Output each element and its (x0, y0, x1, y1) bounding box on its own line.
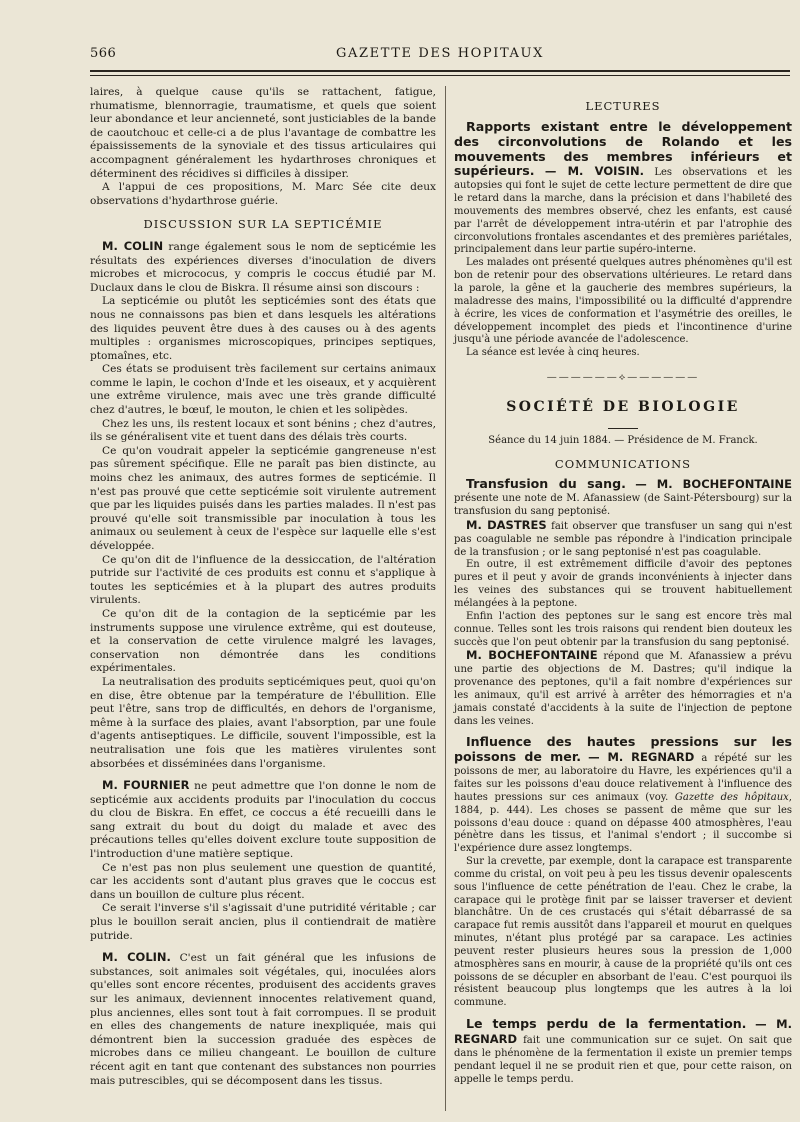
article-title: Le temps perdu de la fermentation. (466, 1016, 747, 1032)
article-title: Transfusion du sang. (466, 476, 626, 492)
speaker-name: M. COLIN (102, 238, 164, 253)
paragraph: laires, à quelque cause qu'ils se rattachent, fatigue, rhumatisme, blennorragie, traumatisme, et quels que soient leur abondance et leur ancienneté, sont justiciables de la bande de caoutchouc et celle-ci a de plus l'avantage de combattre les épaississements de la synoviale et des tissus articulaires qui accompagnent généralement les hydarthroses chroniques et déterminent des récidives si difficiles à dissiper. (90, 86, 436, 180)
page-number: 566 (90, 46, 117, 61)
column-divider (445, 86, 446, 1111)
speaker-name: M. FOURNIER (102, 778, 190, 793)
speaker-name: M. DASTRES (466, 517, 547, 532)
paragraph: En outre, il est extrêmement difficile d'avoir des peptones pures et il peut y avoir de grands inconvénients à injecter dans les veines des substances qui se trouvent habituellement mélangées à la peptone. (454, 559, 792, 609)
paragraph-text: ne peut admettre que l'on donne le nom de septicémie aux accidents produits par l'inoculation du coccus du clou de Biskra. En effet, ce coccus a été recueilli dans le sang extrait du bout du doigt du malade et avec des précautions telles qu'elles doivent exclure toute supposition de l'introduction d'une matière septique. (90, 780, 436, 861)
paragraph: Chez les uns, ils restent locaux et sont bénins ; chez d'autres, ils se généralisent vite et tuent dans des délais très courts. (90, 417, 436, 444)
speaker-name: — M. REGNARD (588, 750, 695, 765)
paragraph: Ce serait l'inverse s'il s'agissait d'une putridité véritable ; car plus le bouillon serait ancien, plus il contiendrait de matière putride. (90, 902, 436, 942)
paragraph-text: Les observations et les autopsies qui font le sujet de cette lecture permettent de dire que le retard dans la marche, dans la précision et dans l'habileté des mouvements des membres observé, chez les enfants, est causé par l'arrêt de développement intra-utérin et par l'atrophie des circonvolutions frontales ascendantes et des premières pariétales, principalement dans leur partie supéro-interne. (454, 167, 792, 256)
paragraph: Ce qu'on dit de la contagion de la septicémie par les instruments suppose une virulence extrême, qui est douteuse, et la conservation de cette virulence malgré les lavages, conservation non démontrée dans les conditions expérimentales. (90, 607, 436, 675)
speaker-name: — M. BOCHEFONTAINE (635, 477, 792, 492)
header-rule (90, 70, 790, 72)
paragraph-text: , 1884, p. 444). Les choses se passent de même que sur les poissons d'eau douce : quand on dépasse 400 atmosphères, l'eau pénètre dans les tissus, et l'animal s'endort ; il succombe si l'expérience dure assez longtemps. (454, 791, 792, 855)
session-line: Séance du 14 juin 1884. — Présidence de M. Franck. (488, 434, 758, 446)
paragraph: A l'appui de ces propositions, M. Marc Sée cite deux observations d'hydarthrose guérie. (90, 181, 436, 207)
paragraph (90, 240, 436, 295)
speaker-name: M. BOCHEFONTAINE (466, 648, 598, 663)
paragraph (454, 118, 792, 257)
communications-heading: COMMUNICATIONS (554, 456, 692, 471)
paragraph-text: fait observer que transfuser un sang qui n'est pas coagulable ne semble pas répondre à l'indication principale de la transfusion ; or le sang peptonisé n'est pas coagulable. (454, 520, 792, 558)
article-title: Rapports existant entre le développement des circonvolutions de Rolando et les mouvements des membres inférieurs et supérieurs. (454, 118, 792, 179)
paragraph: La neutralisation des produits septicémiques peut, quoi qu'on en dise, être obtenue par la température de l'ébullition. Elle peut l'être, sans trop de difficultés, en dehors de l'organisme, même à la surface des plaies, avant l'absorption, par une foule d'agents antiseptiques. Le difficile, souvent l'impossible, est la neutralisation une fois que les matières virulentes sont absorbées et disséminées dans l'organisme. (90, 675, 436, 770)
paragraph-text: fait une communication sur ce sujet. On sait que dans le phénomène de la fermentation il existe un premier temps pendant lequel il ne se produit rien et que, pour cette raison, on appelle le temps perdu. (454, 1035, 792, 1085)
header-rule-thin (90, 75, 790, 76)
article-title: Influence des hautes pressions sur les poissons de mer. (454, 734, 792, 765)
running-title: GAZETTE DES HOPITAUX (336, 46, 544, 61)
speaker-name: — M. REGNARD (454, 1017, 792, 1046)
paragraph: Ce n'est pas non plus seulement une question de quantité, car les accidents sont d'autant plus graves que le coccus est dans un bouillon de culture plus récent. (90, 861, 436, 901)
section-heading-septicemie: DISCUSSION SUR LA SEPTICÉMIE (143, 217, 383, 232)
paragraph: Ce qu'on dit de l'influence de la dessiccation, de l'altération putride sur l'activité de ces produits est connu et s'applique à toutes les septicémies et à la plupart des autres produits virulents. (90, 553, 436, 607)
section-heading-lectures: LECTURES (585, 99, 661, 113)
society-heading: SOCIÉTÉ DE BIOLOGIE (506, 398, 740, 415)
paragraph: La séance est levée à cinq heures. (466, 347, 640, 359)
paragraph: Enfin l'action des peptones sur le sang est encore très mal connue. Telles sont les trois raisons qui rendent bien douteux les succès que l'on peut obtenir par la transfusion du sang peptonisé. (454, 610, 792, 648)
page-header (90, 46, 790, 68)
paragraph: Ces états se produisent très facilement sur certains animaux comme le lapin, le cochon d'Inde et les oiseaux, et y acquièrent une extrême virulence, mais avec une très grande difficulté chez d'autres, le bœuf, le mouton, le chien et les solipèdes. (90, 363, 436, 417)
paragraph (454, 519, 792, 560)
paragraph (454, 649, 792, 728)
speaker-name: — M. VOISIN. (544, 164, 644, 179)
paragraph (90, 779, 436, 862)
paragraph: La septicémie ou plutôt les septicémies sont des états que nous ne connaissons pas bien et dans lesquels les altérations des liquides peuvent être dues à des causes ou à des agents multiples : organismes microscopiques, principes septiques, ptomaînes, etc. (90, 295, 436, 362)
paragraph (90, 951, 436, 1088)
paragraph: Sur la crevette, par exemple, dont la carapace est transparente comme du cristal, on voit peu à peu les tissus devenir opalescents sous l'influence de cette pénétration de l'eau. Chez le crabe, la carapace qui le protège finit par se laisser traverser et devient blanchâtre. Un de ces crustacés qui s'était débarrassé de sa carapace fut remis aussitôt dans l'appareil et mourut en quelques minutes, n'étant plus protégé par sa carapace. Les actinies peuvent rester plusieurs heures sous la pression de 1,000 atmosphères sans en mourir, à cause de la propriété qu'ils ont ces poissons de se décupler en absorbant de l'eau. C'est pourquoi ils résistent beaucoup plus longtemps que les autres à la loi commune. (454, 856, 792, 1009)
right-column (454, 86, 792, 1086)
paragraph: Les malades ont présenté quelques autres phénomènes qu'il est bon de retenir pour des observations ultérieures. Le retard dans la parole, la gêne et la gaucherie des membres supérieurs, la maladresse des mains, l'impossibilité ou la difficulté d'apprendre à écrire, les vices de conformation et l'asymétrie des oreilles, le développement incomplet des pieds et l'incontinence d'urine jusqu'à une période avancée de l'adolescence. (454, 257, 792, 346)
paragraph: Ce qu'on voudrait appeler la septicémie gangreneuse n'est pas sûrement spécifique. Elle ne paraît pas bien distincte, au moins chez les animaux, des autres formes de septicémie. Il n'est pas prouvé que cette septicémie soit virulente autrement que par les liquides puisés dans les parties malades. Il n'est pas prouvé qu'elle soit transmissible par inoculation à tous les animaux ou seulement à ceux de l'espèce sur laquelle elle s'est développée. (90, 444, 436, 552)
speaker-name: M. COLIN. (102, 950, 171, 965)
ornament-divider: ——————⟡—————— (546, 372, 700, 384)
paragraph-text: range également sous le nom de septicémie les résultats des expériences diverses d'inoculation de divers microbes et micrococus, y compris le coccus étudié par M. Duclaux dans le clou de Biskra. Il résume ainsi son discours : (90, 240, 437, 294)
paragraph-text: répond que M. Afanassiew a prévu une partie des objections de M. Dastres; qu'il indique la provenance des peptones, qu'il a fait nombre d'expériences sur les animaux, qu'il est arrivé à arrêter des hémorragies et n'a jamais constaté d'accidents à la suite de l'injection de peptone dans les veines. (454, 651, 792, 727)
paragraph (454, 478, 792, 519)
paragraph (454, 1018, 792, 1086)
paragraph-text: présente une note de M. Afanassiew (de Saint-Pétersbourg) sur la transfusion du sang peptonisé. (454, 493, 792, 518)
paragraph (454, 736, 792, 856)
journal-reference: Gazette des hôpitaux (674, 791, 789, 803)
short-rule (608, 428, 638, 429)
left-column (90, 86, 436, 1088)
paragraph-text: a répété sur les poissons de mer, au laboratoire du Havre, les expériences qu'il a faites sur les poissons d'eau douce relativement à l'influence des hautes pressions sur ces animaux (voy. (454, 753, 792, 803)
paragraph-text: C'est un fait général que les infusions de substances, soit animales soit végétales, qui, inoculées alors qu'elles sont encore récentes, produisent des accidents graves sur les animaux, deviennent innocentes relativement quand, plus anciennes, elles sont tout à fait corrompues. Il se produit en elles des changements de nature inexpliquée, mais qui démontrent bien la succession graduée des espèces de microbes dans ce milieu changeant. Le bouillon de culture récent agit en tant que contenant des substances non pourries mais putrescibles, qui se décomposent dans les tissus. (90, 952, 436, 1087)
